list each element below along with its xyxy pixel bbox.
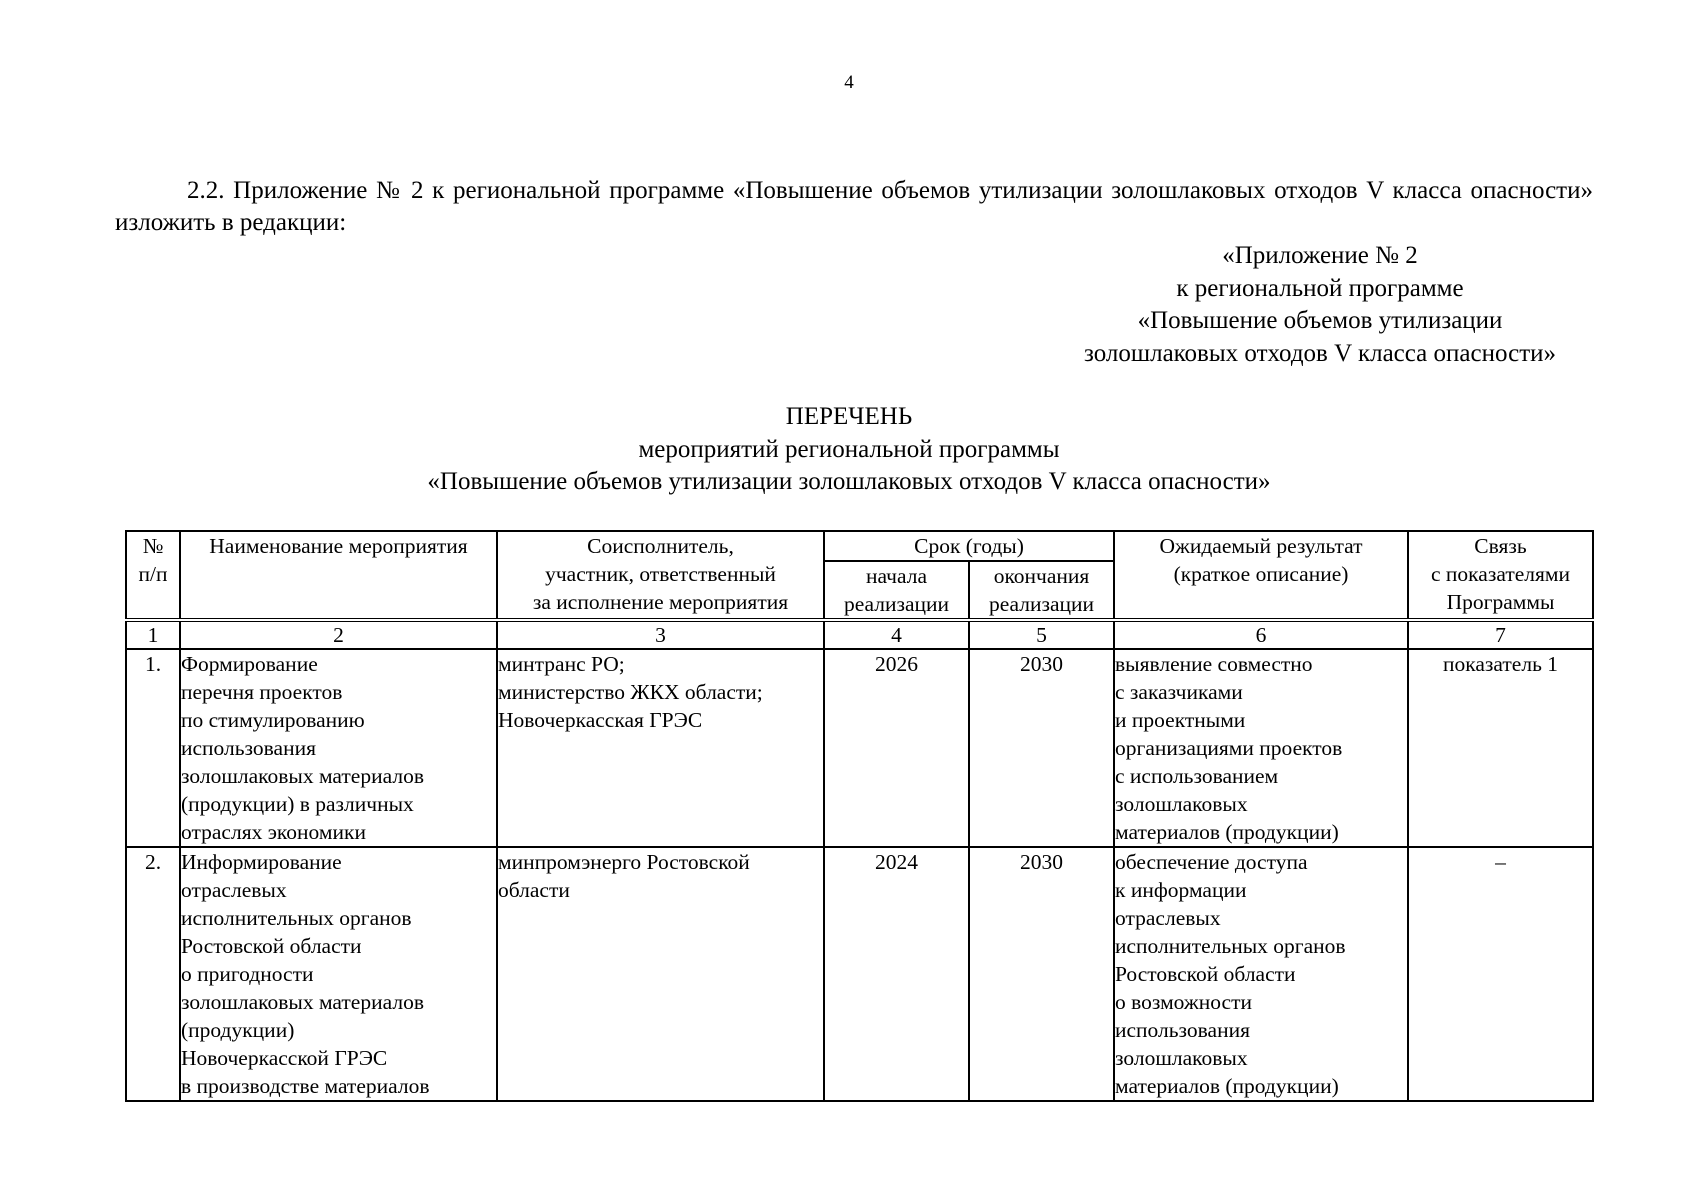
appendix-line: золошлаковых отходов V класса опасности» (1083, 339, 1556, 367)
row-link: показатель 1 (1408, 649, 1593, 847)
header-num: № п/п (126, 531, 180, 620)
appendix-line: «Повышение объемов утилизации (1137, 307, 1503, 334)
header-name: Наименование мероприятия (180, 531, 497, 620)
header-end: окончания реализации (969, 561, 1114, 620)
row-executor: минтранс РО; министерство ЖКХ области; Новочеркасская ГРЭС (497, 649, 824, 847)
row-end: 2030 (969, 649, 1114, 847)
header-link: Связь с показателями Программы (1408, 531, 1593, 620)
column-number: 6 (1114, 620, 1408, 649)
row-num: 2. (126, 847, 180, 1101)
appendix-line: «Приложение № 2 (1222, 242, 1418, 269)
header-start: начала реализации (824, 561, 969, 620)
header-term: Срок (годы) (824, 531, 1114, 561)
title-line: «Повышение объемов утилизации золошлаковых отходов V класса опасности» (427, 468, 1271, 495)
row-result: выявление совместно с заказчиками и проектными организациями проектов с использованием золошлаковых материалов (продукции) (1114, 649, 1408, 847)
column-number: 2 (180, 620, 497, 649)
table-row (126, 649, 1593, 847)
column-number: 7 (1408, 620, 1593, 649)
row-link: – (1408, 847, 1593, 1101)
header-executor: Соисполнитель, участник, ответственный за исполнение мероприятия (497, 531, 824, 620)
header-row (126, 531, 1593, 561)
row-name: Формирование перечня проектов по стимулированию использования золошлаковых материалов (продукции) в различных отраслях экономики (180, 649, 497, 847)
column-number: 3 (497, 620, 824, 649)
title-line: мероприятий региональной программы (638, 435, 1060, 463)
events-table (125, 530, 1594, 1102)
row-end: 2030 (969, 847, 1114, 1101)
row-num: 1. (126, 649, 180, 847)
document-title (0, 401, 1698, 499)
row-executor: минпромэнерго Ростовской области (497, 847, 824, 1101)
row-name: Информирование отраслевых исполнительных органов Ростовской области о пригодности золошлаковых материалов (продукции) Новочеркасской ГРЭС в производстве материалов (180, 847, 497, 1101)
column-number: 4 (824, 620, 969, 649)
column-number: 1 (126, 620, 180, 649)
column-number-row (126, 620, 1593, 649)
column-number: 5 (969, 620, 1114, 649)
row-start: 2026 (824, 649, 969, 847)
header-result: Ожидаемый результат (краткое описание) (1114, 531, 1408, 620)
page-number: 4 (844, 72, 854, 93)
row-start: 2024 (824, 847, 969, 1101)
table-row (126, 847, 1593, 1101)
title-line: ПЕРЕЧЕНЬ (785, 403, 913, 430)
appendix-line: к региональной программе (1176, 274, 1464, 302)
row-result: обеспечение доступа к информации отраслевых исполнительных органов Ростовской области о возможности использования золошлаковых материалов (продукции) (1114, 847, 1408, 1101)
intro-paragraph: 2.2. Приложение № 2 к региональной программе «Повышение объемов утилизации золошлаковых отходов V класса опасности» изложить в редакции: (115, 177, 1593, 236)
appendix-caption (1020, 240, 1620, 370)
